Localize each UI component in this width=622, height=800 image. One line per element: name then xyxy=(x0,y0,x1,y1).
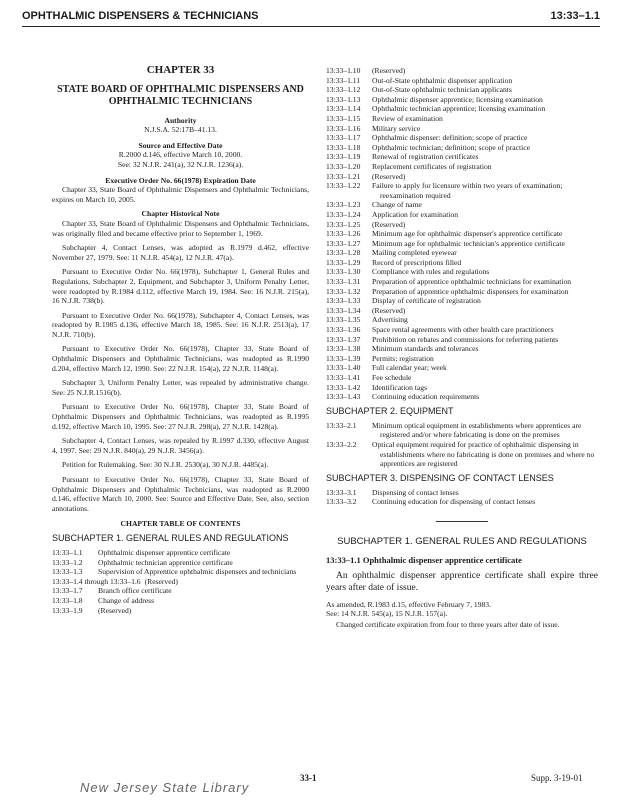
toc-entry-number: 13:33–1.23 xyxy=(326,200,361,210)
toc-entry-title: Change of name xyxy=(372,200,422,210)
toc-entry-title: Record of prescriptions filled xyxy=(372,257,462,267)
toc-entry-number: 13:33–1.41 xyxy=(326,373,361,382)
history-paragraph: Pursuant to Executive Order No. 66(1978), Subchapter 1, General Rules and Regulations, Subchapter 2, Equipment, and Subchapter 3, Uniform Penalty Letter, were readopted by R.1984 d.112, effective March 19, 1984. See: 16 N.J.R. 215(a), 16 N.J.R. 738(b). xyxy=(52,267,309,306)
toc-entry xyxy=(326,354,598,364)
header-title: OPHTHALMIC DISPENSERS & TECHNICIANS xyxy=(22,10,259,22)
toc-entry xyxy=(326,344,598,354)
exec-text: Chapter 33, State Board of Ophthalmic Dispensers and Ophthalmic Technicians, expires on March 10, 2005. xyxy=(52,185,309,204)
toc-entry-title: Display of certificate of registration xyxy=(372,296,481,306)
toc-entry xyxy=(326,66,598,76)
history-paragraph: Subchapter 3, Uniform Penalty Letter, was repealed by administrative change. See: 25 N.J.R.1516(b). xyxy=(52,378,309,397)
toc-entry-number: 13:33–2.1 xyxy=(326,420,357,430)
toc-entry-title: Ophthalmic dispenser apprentice certificate xyxy=(98,547,231,557)
toc-entry xyxy=(52,558,309,568)
exec-heading: Executive Order No. 66(1978) Expiration Date xyxy=(105,175,256,185)
toc-entry xyxy=(326,248,598,258)
history-heading: Chapter Historical Note xyxy=(141,209,220,219)
toc-entry-title: (Reserved) xyxy=(144,576,178,586)
library-stamp: New Jersey State Library xyxy=(80,780,250,795)
toc-entry-number: 13:33–1.25 xyxy=(326,219,361,229)
toc-entry-number: 13:33–1.13 xyxy=(326,94,361,104)
toc-entry-number: 13:33–1.3 xyxy=(52,567,83,577)
toc-entry xyxy=(326,363,598,373)
toc-entry-title: Military service xyxy=(372,123,421,133)
toc-entry xyxy=(326,383,598,393)
toc-entry-title: Replacement certificates of registration xyxy=(372,161,492,171)
subchapter-1-title: SUBCHAPTER 1. GENERAL RULES AND REGULATIONS xyxy=(337,535,587,547)
history-notes xyxy=(52,219,309,513)
toc-entry-number: 13:33–1.19 xyxy=(326,152,361,162)
toc-entry-number: 13:33–1.31 xyxy=(326,277,361,287)
section-text: An ophthalmic dispenser apprentice certificate shall expire three years after date of issue. xyxy=(326,570,598,594)
toc-entry-title: Advertising xyxy=(372,315,408,325)
toc-entry xyxy=(326,143,598,153)
running-header xyxy=(22,8,600,27)
toc-entry xyxy=(326,220,598,230)
authority-heading: Authority xyxy=(164,115,197,125)
left-column xyxy=(52,66,309,615)
toc-entry-number: 13:33–1.42 xyxy=(326,382,361,392)
history-paragraph: Pursuant to Executive Order No. 66(1978), Subchapter 4, Contact Lenses, was readopted by R.1985 d.136, effective March 18, 1985. See: 16 N.J.R. 2513(a), 17 N.J.R. 710(b). xyxy=(52,310,309,339)
toc-entry-number: 13:33–1.1 xyxy=(52,547,83,557)
toc-entry xyxy=(326,229,598,239)
toc-entry-title: Full calendar year; week xyxy=(372,363,447,373)
toc-entry xyxy=(326,497,598,507)
toc-entry-title: Out-of-State ophthalmic dispenser application xyxy=(372,75,513,85)
toc-entry xyxy=(52,606,309,616)
toc-entry-number: 13:33–1.4 through 13:33–1.6 xyxy=(52,576,141,586)
toc-entry-title: Preparation of apprentice ophthalmic dispensers for examination xyxy=(372,286,569,296)
history-paragraph: Pursuant to Executive Order No. 66(1978), Chapter 33, State Board of Ophthalmic Dispensers and Ophthalmic Technicians, was readopted as R.1990 d.204, effective March 12, 1990. See: 22 N.J.R. 154(a), 22 N.J.R. 1148(a). xyxy=(52,344,309,373)
toc-entry-number: 13:33–1.11 xyxy=(326,75,361,85)
toc-list xyxy=(326,66,598,402)
toc-entry xyxy=(52,567,309,577)
toc-entry-number: 13:33–1.40 xyxy=(326,363,361,373)
toc-entry xyxy=(326,200,598,210)
toc-heading: CHAPTER TABLE OF CONTENTS xyxy=(120,519,241,529)
source-heading: Source and Effective Date xyxy=(138,140,223,150)
toc-entry xyxy=(326,152,598,162)
toc-entry xyxy=(326,239,598,249)
toc-entry-number: 13:33–1.36 xyxy=(326,325,361,335)
toc-entry-number: 13:33–1.27 xyxy=(326,238,361,248)
toc-entry-title: Mailing completed eyewear xyxy=(372,248,457,258)
toc-entry-number: 13:33–1.30 xyxy=(326,267,361,277)
toc-entry-title: Ophthalmic technician; definition; scope of practice xyxy=(372,142,530,152)
history-paragraph: Pursuant to Executive Order No. 66(1978), Chapter 33, State Board of Ophthalmic Dispensers and Ophthalmic Technicians, was readopted as R.1995 d.192, effective March 10, 1995. See: 27 N.J.R. 298(a), 27 N.J.R. 1428(a). xyxy=(52,402,309,431)
toc-entry-title: Continuing education requirements xyxy=(372,392,480,402)
toc-entry-title: Compliance with rules and regulations xyxy=(372,267,490,277)
authority-text: N.J.S.A. 52:17B–41.13. xyxy=(144,125,217,135)
toc-entry-number: 13:33–1.34 xyxy=(326,305,361,315)
source-text: R.2000 d.146, effective March 10, 2000. xyxy=(118,150,243,160)
amendment-note: As amended, R.1983 d.15, effective February 7, 1983. xyxy=(326,599,491,609)
toc-entry-title: (Reserved) xyxy=(372,219,406,229)
header-section: 13:33–1.1 xyxy=(550,10,600,22)
toc-entry-title: Ophthalmic technician apprentice certificate xyxy=(98,557,233,567)
source-text: See: 32 N.J.R. 241(a), 32 N.J.R. 1236(a). xyxy=(117,159,244,169)
history-paragraph: Subchapter 4, Contact Lenses, was adopted as R.1979 d.462, effective November 27, 1979. See: 11 N.J.R. 454(a), 12 N.J.R. 47(a). xyxy=(52,243,309,262)
toc-entry-number: 13:33–1.26 xyxy=(326,229,361,239)
toc-entry-number: 13:33–1.38 xyxy=(326,344,361,354)
toc-entry xyxy=(52,596,309,606)
toc-entry xyxy=(52,548,309,558)
toc-entry-title: Review of examination xyxy=(372,113,443,123)
toc-entry xyxy=(326,76,598,86)
toc-entry-number: 13:33–1.16 xyxy=(326,123,361,133)
toc-entry-title: Prohibition on rebates and commissions for referring patients xyxy=(372,334,559,344)
toc-entry-title: Application for examination xyxy=(372,209,459,219)
toc-entry-number: 13:33–1.37 xyxy=(326,334,361,344)
toc-entry xyxy=(326,277,598,287)
toc-entry-title: Minimum age for ophthalmic technician's apprentice certificate xyxy=(372,238,565,248)
toc-entry-title: Minimum standards and tolerances xyxy=(372,344,479,354)
chapter-number: CHAPTER 33 xyxy=(146,64,215,76)
toc-entry-number: 13:33–1.15 xyxy=(326,113,361,123)
right-column xyxy=(326,66,598,634)
toc-entry-number: 13:33–1.21 xyxy=(326,171,361,181)
subchapter-2-heading: SUBCHAPTER 2. EQUIPMENT xyxy=(326,405,454,416)
toc-entry-title: Branch office certificate xyxy=(98,586,172,596)
toc-entry-title: Continuing education for dispensing of contact lenses xyxy=(372,497,536,507)
amendment-note: See: 14 N.J.R. 545(a), 15 N.J.R. 157(a). xyxy=(326,609,448,619)
toc-entry xyxy=(326,210,598,220)
toc-entry-number: 13:33–2.2 xyxy=(326,439,357,449)
toc-entry xyxy=(326,258,598,268)
divider xyxy=(436,521,488,522)
toc-entry xyxy=(326,104,598,114)
toc-entry-title: (Reserved) xyxy=(372,305,406,315)
toc-entry xyxy=(326,181,598,200)
toc-entry xyxy=(326,267,598,277)
toc-entry xyxy=(326,162,598,172)
history-paragraph: Subchapter 4, Contact Lenses, was repealed by R.1997 d.330, effective August 4, 1997. See: 29 N.J.R. 840(a), 29 N.J.R. 3456(a). xyxy=(52,436,309,455)
toc-entry-title: Failure to apply for licensure within two years of examination; reexamination required xyxy=(372,181,563,200)
toc-entry-title: Supervision of Apprentice ophthalmic dispensers and technicians xyxy=(98,567,297,577)
amendment-note: Changed certificate expiration from four to three years after date of issue. xyxy=(336,619,560,629)
toc-entry-title: Minimum age for ophthalmic dispenser's apprentice certificate xyxy=(372,229,563,239)
toc-entry-number: 13:33–1.39 xyxy=(326,353,361,363)
toc-entry-number: 13:33–1.43 xyxy=(326,392,361,402)
toc-entry-title: Out-of-State ophthalmic technician applicants xyxy=(372,85,512,95)
toc-entry xyxy=(326,296,598,306)
toc-entry-number: 13:33–1.24 xyxy=(326,209,361,219)
toc-entry xyxy=(326,392,598,402)
toc-list xyxy=(326,421,598,469)
history-paragraph: Petition for Rulemaking. See: 30 N.J.R. 2530(a), 30 N.J.R. 4485(a). xyxy=(62,460,269,470)
toc-entry-number: 13:33–1.12 xyxy=(326,85,361,95)
toc-entry-title: Ophthalmic dispenser apprentice; licensing examination xyxy=(372,94,543,104)
toc-entry-title: Renewal of registration certificates xyxy=(372,152,479,162)
toc-entry-number: 13:33–3.2 xyxy=(326,497,357,507)
toc-entry xyxy=(326,335,598,345)
toc-entry xyxy=(326,287,598,297)
toc-entry xyxy=(326,325,598,335)
history-paragraph: Pursuant to Executive Order No. 66(1978), Chapter 33, State Board of Ophthalmic Dispensers and Ophthalmic Technicians, was readopted as R.2000 d.146, effective March 10, 2000. See: Source and Effective Date. See, also, section annotations. xyxy=(52,475,309,513)
chapter-title: STATE BOARD OF OPHTHALMIC DISPENSERS AND OPHTHALMIC TECHNICIANS xyxy=(57,83,304,107)
section-heading: 13:33–1.1 Ophthalmic dispenser apprentice certificate xyxy=(326,554,522,565)
toc-entry-title: Ophthalmic technician apprentice; licensing examination xyxy=(372,104,546,114)
toc-entry xyxy=(326,315,598,325)
toc-entry-title: (Reserved) xyxy=(372,66,406,75)
toc-entry-number: 13:33–1.22 xyxy=(326,181,361,191)
page-number: 33-1 xyxy=(300,773,317,783)
toc-entry-title: Dispensing of contact lenses xyxy=(372,487,459,497)
toc-entry-title: Preparation of apprentice ophthalmic technicians for examination xyxy=(372,277,572,287)
toc-entry xyxy=(326,306,598,316)
toc-entry xyxy=(326,373,598,383)
toc-entry-title: (Reserved) xyxy=(98,605,132,615)
toc-entry xyxy=(52,586,309,596)
toc-entry-title: Space rental agreements with other health care practitioners xyxy=(372,325,554,335)
toc-entry-title: (Reserved) xyxy=(372,171,406,181)
toc-entry-number: 13:33–1.33 xyxy=(326,296,361,306)
toc-entry-number: 13:33–1.29 xyxy=(326,257,361,267)
toc-entry xyxy=(326,85,598,95)
toc-entry-number: 13:33–1.9 xyxy=(52,605,83,615)
toc-entry-number: 13:33–1.35 xyxy=(326,315,361,325)
toc-entry xyxy=(326,421,598,440)
toc-list xyxy=(326,488,598,507)
toc-entry xyxy=(326,172,598,182)
toc-entry xyxy=(326,488,598,498)
toc-entry-number: 13:33–1.2 xyxy=(52,557,83,567)
toc-entry-title: Minimum optical equipment in establishments where apprentices are registered and/or where fabricating is done on the premises xyxy=(372,420,582,440)
toc-entry-number: 13:33–1.32 xyxy=(326,286,361,296)
toc-entry xyxy=(326,95,598,105)
toc-entry-number: 13:33–3.1 xyxy=(326,487,357,497)
toc-entry-number: 13:33–1.17 xyxy=(326,133,361,143)
toc-entry-title: Optical equipment required for practice of ophthalmic dispensing in establishments where no fabricating is done on premises and where no apprentices are registered xyxy=(372,439,595,469)
subchapter-1-heading: SUBCHAPTER 1. GENERAL RULES AND REGULATIONS xyxy=(52,532,289,543)
subchapter-3-heading: SUBCHAPTER 3. DISPENSING OF CONTACT LENSES xyxy=(326,472,554,483)
toc-entry xyxy=(52,577,309,587)
toc-entry-title: Fee schedule xyxy=(372,373,412,382)
toc-list xyxy=(52,548,309,615)
toc-entry-number: 13:33–1.18 xyxy=(326,142,361,152)
toc-entry-number: 13:33–1.28 xyxy=(326,248,361,258)
toc-entry-number: 13:33–1.14 xyxy=(326,104,361,114)
toc-entry-number: 13:33–1.10 xyxy=(326,66,361,75)
toc-entry-number: 13:33–1.7 xyxy=(52,586,83,596)
toc-entry-title: Permits; registration xyxy=(372,353,434,363)
toc-entry xyxy=(326,124,598,134)
toc-entry-title: Change of address xyxy=(98,595,155,605)
supplement-date: Supp. 3-19-01 xyxy=(531,773,583,783)
toc-entry-title: Identification tags xyxy=(372,382,428,392)
toc-entry-number: 13:33–1.20 xyxy=(326,161,361,171)
history-paragraph: Chapter 33, State Board of Ophthalmic Dispensers and Ophthalmic Technicians, was originally filed and became effective prior to September 1, 1969. xyxy=(52,218,309,238)
toc-entry xyxy=(326,133,598,143)
toc-entry xyxy=(326,114,598,124)
toc-entry-title: Ophthalmic dispenser: definition; scope of practice xyxy=(372,133,528,143)
toc-entry xyxy=(326,440,598,469)
toc-entry-number: 13:33–1.8 xyxy=(52,595,83,605)
